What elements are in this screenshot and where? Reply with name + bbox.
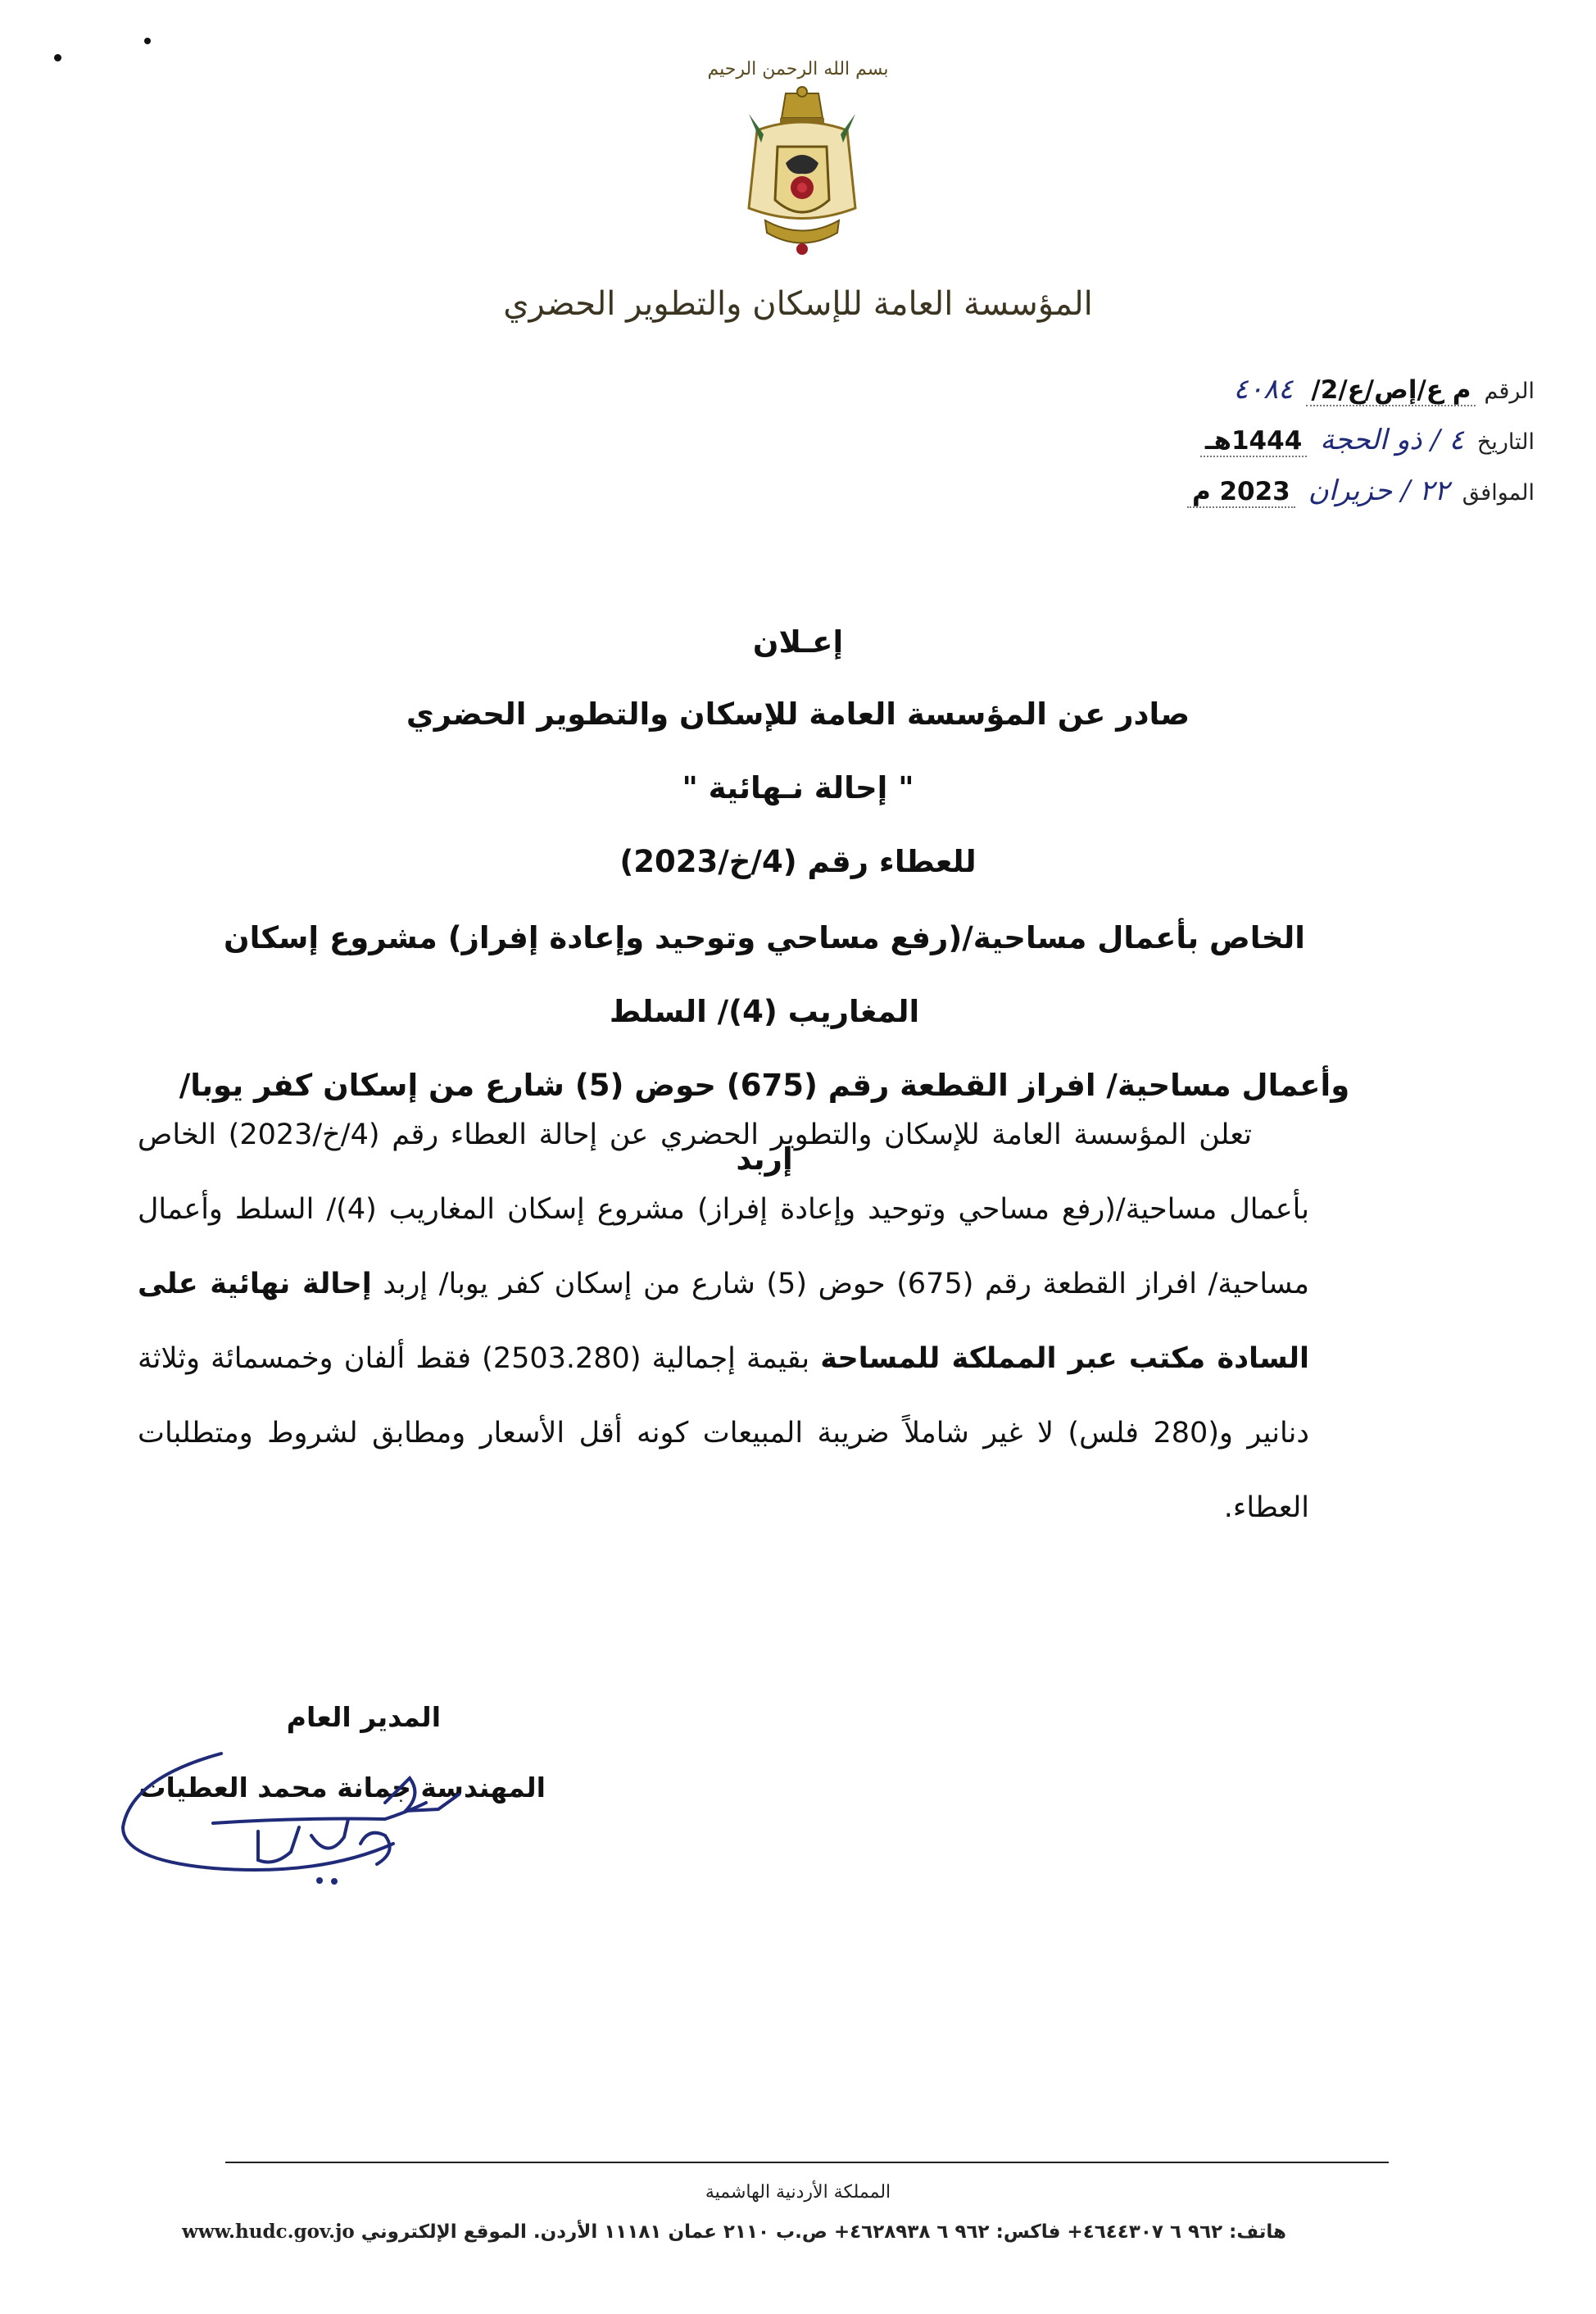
signatory-name: المهندسة جمانة محمد العطيات xyxy=(138,1772,546,1804)
announcement-body xyxy=(138,1098,1309,1545)
gregorian-year: 2023 م xyxy=(1187,477,1295,508)
footer-website-link[interactable]: www.hudc.gov.jo xyxy=(181,2221,355,2243)
subject-line-2: وأعمال مساحية/ افراز القطعة رقم (675) حوض (5) شارع من إسكان كفر يوبا/ إربد xyxy=(179,1068,1350,1177)
reference-number-handwritten: ٤٠٨٤ xyxy=(1233,373,1294,406)
gregorian-date-handwritten: ٢٢ / حزيران xyxy=(1308,474,1449,507)
footer-contact-text: هاتف: ٩٦٢ ٦ ٤٦٤٤٣٠٧+ فاكس: ٩٦٢ ٦ ٤٦٢٨٩٣٨+ ص.ب ٢١١٠ عمان ١١١٨١ الأردن. الموقع الإلكتروني xyxy=(360,2221,1286,2243)
hijri-date-handwritten: ٤ / ذو الحجة xyxy=(1320,424,1464,456)
reference-block xyxy=(1076,373,1535,525)
gregorian-date-label: الموافق xyxy=(1462,480,1535,506)
body-part-2: بقيمة إجمالية (2503.280) فقط ألفان وخمسمائة وثلاثة دنانير و(280 فلس) لا غير شاملاً ضريبة المبيعات كونه أقل الأسعار ومطابق لشروط ومتطلبات العطاء. xyxy=(138,1342,1309,1524)
reference-number-row xyxy=(1076,373,1535,424)
basmala: بسم الله الرحمن الرحيم xyxy=(707,59,889,79)
jordan-crest-icon xyxy=(741,85,864,261)
signatory-title: المدير العام xyxy=(286,1701,441,1733)
gregorian-date-row xyxy=(1076,474,1535,525)
hijri-date-label: التاريخ xyxy=(1476,429,1535,455)
handwritten-signature-icon xyxy=(115,1745,508,1901)
announcement-type: " إحالة نـهائية " xyxy=(682,770,914,805)
hijri-year: 1444هـ xyxy=(1200,426,1307,457)
scan-speck xyxy=(144,38,151,44)
announcement-title: إعـلان xyxy=(752,624,844,660)
hijri-date-row xyxy=(1076,424,1535,474)
footer-country: المملكة الأردنية الهاشمية xyxy=(705,2182,891,2203)
body-bold-award: إحالة نهائية على السادة مكتب عبر المملكة للمساحة xyxy=(138,1268,1309,1375)
reference-number-value: م ع/إص/ع/2/ xyxy=(1306,375,1476,406)
organization-name: المؤسسة العامة للإسكان والتطوير الحضري xyxy=(503,285,1093,323)
footer-contact xyxy=(181,2221,1286,2243)
tender-number: للعطاء رقم (4/خ/2023) xyxy=(619,844,977,879)
subject-line-1: الخاص بأعمال مساحية/(رفع مساحي وتوحيد وإعادة إفراز) مشروع إسكان المغاريب (4)/ السلط xyxy=(224,920,1305,1029)
reference-number-label: الرقم xyxy=(1484,379,1535,404)
footer-divider xyxy=(225,2162,1389,2163)
body-part-1: تعلن المؤسسة العامة للإسكان والتطوير الحضري عن إحالة العطاء رقم (4/خ/2023) الخاص بأعمال مساحية/(رفع مساحي وتوحيد وإعادة إفراز) مشروع إسكان المغاريب (4)/ السلط وأعمال مساحية/ افراز القطعة رقم (675) حوض (5) شارع من إسكان كفر يوبا/ إربد xyxy=(138,1118,1309,1300)
announcement-issuer: صادر عن المؤسسة العامة للإسكان والتطوير الحضري xyxy=(406,696,1190,732)
